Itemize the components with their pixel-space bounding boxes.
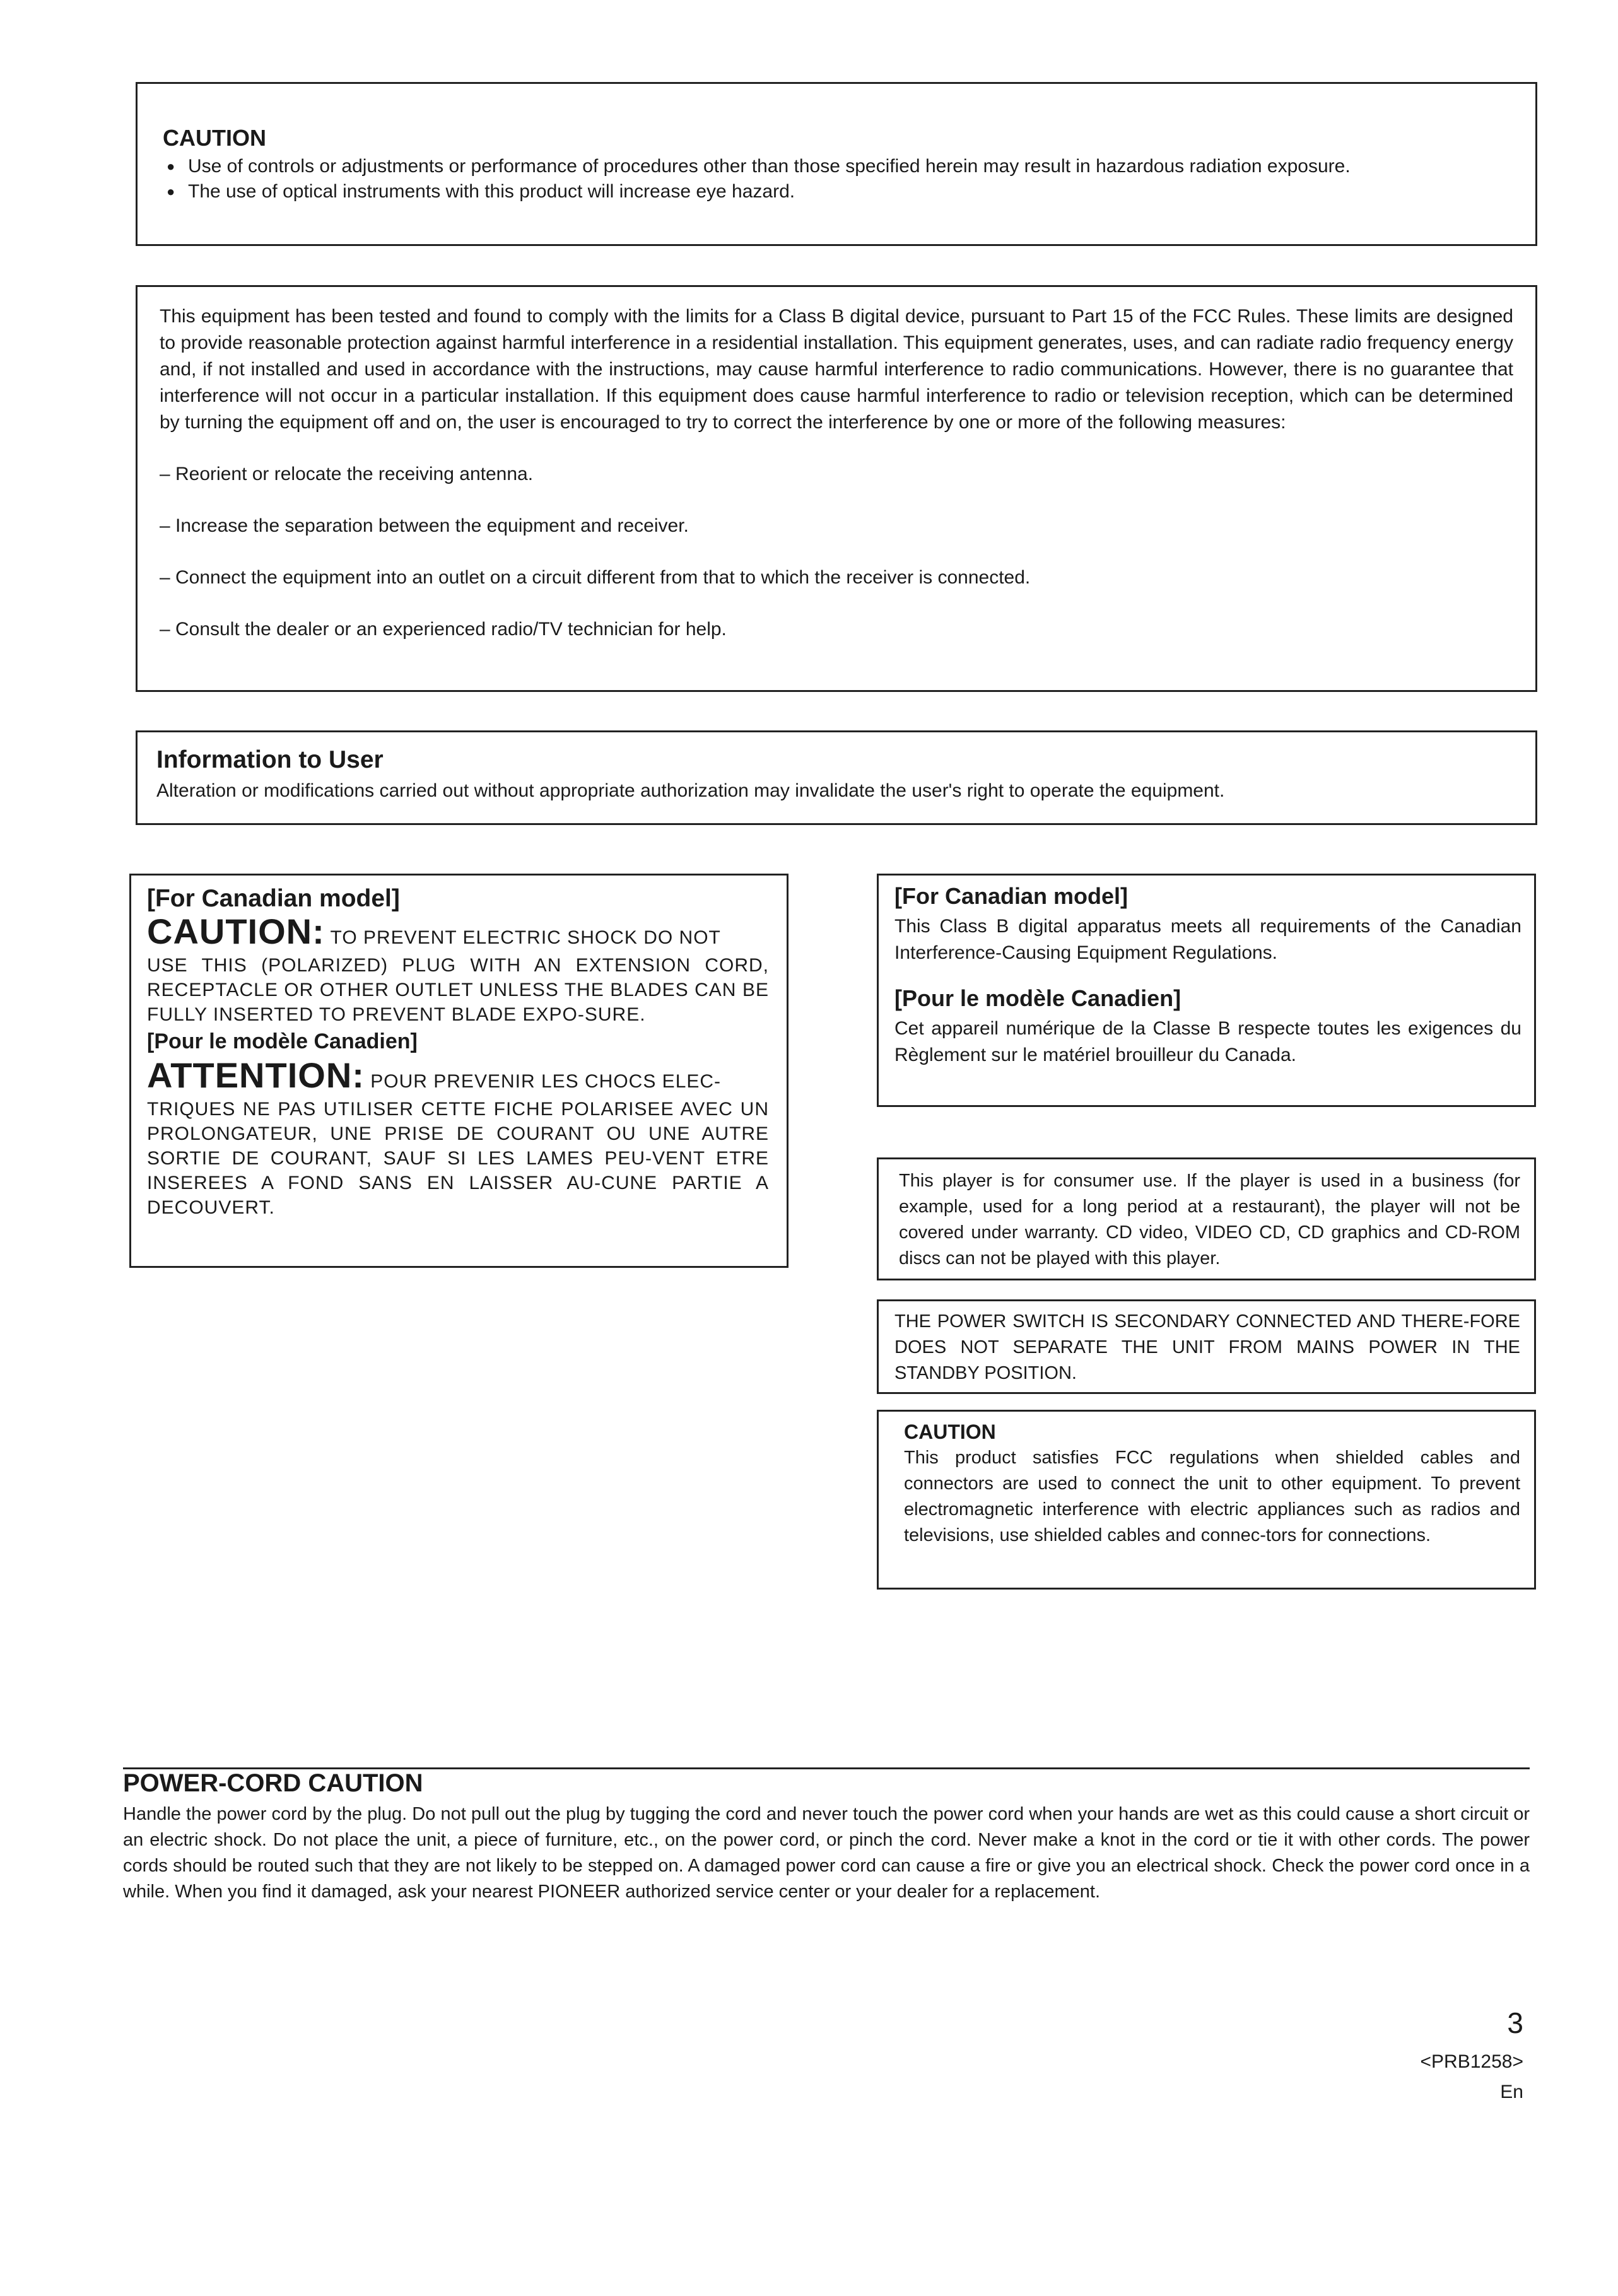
caution-title: CAUTION <box>163 125 266 151</box>
canadian-heading-en: [For Canadian model] <box>147 885 400 912</box>
power-switch-text: THE POWER SWITCH IS SECONDARY CONNECTED AND THERE-FORE DOES NOT SEPARATE THE UNIT FROM MAINS POWER IN THE STANDBY POSITION. <box>894 1311 1520 1383</box>
canadian-heading-fr: [Pour le modèle Canadien] <box>147 1029 418 1053</box>
shielded-caution-title: CAUTION <box>904 1420 996 1443</box>
attention-plug-text <box>147 1057 769 1101</box>
shielded-caution-text: This product satisfies FCC regulations when shielded cables and connectors are used to connect the unit to other equipment. To prevent electromagnetic interference with electric appliances such as radios and televisions, use shielded cables and connec-tors for connections. <box>904 1448 1520 1545</box>
power-cord-title: POWER-CORD CAUTION <box>123 1769 423 1797</box>
fcc-box <box>136 285 1537 692</box>
attention-lead: POUR PREVENIR LES CHOCS ELEC- <box>370 1071 722 1092</box>
canadian-plug-box <box>129 874 788 1268</box>
power-cord-text: Handle the power cord by the plug. Do not pull out the plug by tugging the cord and never touch the power cord when your hands are wet as this could cause a short circuit or an electric shock. Do not place the unit, a piece of furniture, etc., on the power cord, or pinch the cord. Never make a knot in the cord or tie it with other cords. The power cords should be routed such that they are not likely to be stepped on. A damaged power cord can cause a fire or give you an electrical shock. Check the power cord once in a while. When you find it damaged, ask your nearest PIONEER authorized service center or your dealer for a replacement. <box>123 1804 1530 1902</box>
info-box <box>136 730 1537 825</box>
consumer-use-box <box>877 1157 1536 1280</box>
caution-box <box>136 82 1537 246</box>
caution-plug-body: USE THIS (POLARIZED) PLUG WITH AN EXTENSION CORD, RECEPTACLE OR OTHER OUTLET UNLESS THE BLADES CAN BE FULLY INSERTED TO PREVENT BLADE EXPO-SURE. <box>147 955 769 1025</box>
caution-word: CAUTION: <box>147 911 325 951</box>
attention-plug-body: TRIQUES NE PAS UTILISER CETTE FICHE POLARISEE AVEC UN PROLONGATEUR, UNE PRISE DE COURANT OU UNE AUTRE SORTIE DE COURANT, SAUF SI LES LAMES PEU-VENT ETRE INSEREES A FOND SANS EN LAISSER AU-CUNE PARTIE A DECOUVERT. <box>147 1099 769 1218</box>
canadian-right-text-fr: Cet appareil numérique de la Classe B respecte toutes les exigences du Règlement sur le matériel brouilleur du Canada. <box>894 1018 1521 1065</box>
document-code: <PRB1258> <box>1420 2051 1523 2072</box>
info-title: Information to User <box>156 746 384 773</box>
fcc-measure: – Connect the equipment into an outlet on a circuit different from that to which the receiver is connected. <box>160 567 1031 588</box>
fcc-measure: – Reorient or relocate the receiving antenna. <box>160 464 534 484</box>
canadian-right-heading-fr: [Pour le modèle Canadien] <box>894 985 1181 1011</box>
caution-lead: TO PREVENT ELECTRIC SHOCK DO NOT <box>330 927 721 948</box>
canadian-class-b-box <box>877 874 1536 1107</box>
power-switch-box <box>877 1299 1536 1394</box>
canadian-right-text-en: This Class B digital apparatus meets all requirements of the Canadian Interference-Causing Equipment Regulations. <box>894 916 1521 963</box>
fcc-measure: – Increase the separation between the equipment and receiver. <box>160 515 689 536</box>
power-cord-section <box>123 1769 1530 1905</box>
consumer-use-text: This player is for consumer use. If the player is used in a business (for example, used for a long period at a restaurant), the player will not be covered under warranty. CD video, VIDEO CD, CD graphics and CD-ROM discs can not be played with this player. <box>899 1171 1520 1268</box>
caution-plug-text <box>147 913 769 957</box>
shielded-cable-box <box>877 1410 1536 1590</box>
fcc-paragraph: This equipment has been tested and found to comply with the limits for a Class B digital device, pursuant to Part 15 of the FCC Rules. These limits are designed to provide reasonable protection against harmful interference in a residential installation. This equipment generates, uses, and can radiate radio frequency energy and, if not installed and used in accordance with the instructions, may cause harmful interference to radio communications. However, there is no guarantee that interference will not occur in a particular installation. If this equipment does cause harmful interference to radio or television reception, which can be determined by turning the equipment off and on, the user is encouraged to try to correct the interference by one or more of the following measures: <box>160 306 1513 433</box>
info-text: Alteration or modifications carried out without appropriate authorization may invalidate the user's right to operate the equipment. <box>156 780 1225 801</box>
language-code: En <box>1500 2082 1523 2102</box>
attention-word: ATTENTION: <box>147 1055 365 1095</box>
fcc-measure: – Consult the dealer or an experienced radio/TV technician for help. <box>160 619 727 640</box>
caution-item: ● The use of optical instruments with this product will increase eye hazard. <box>163 179 1510 204</box>
page-number: 3 <box>1507 2006 1523 2039</box>
caution-list <box>163 154 1510 204</box>
canadian-right-heading-en: [For Canadian model] <box>894 883 1128 909</box>
caution-item: ● Use of controls or adjustments or performance of procedures other than those specified herein may result in hazardous radiation exposure. <box>163 154 1510 179</box>
